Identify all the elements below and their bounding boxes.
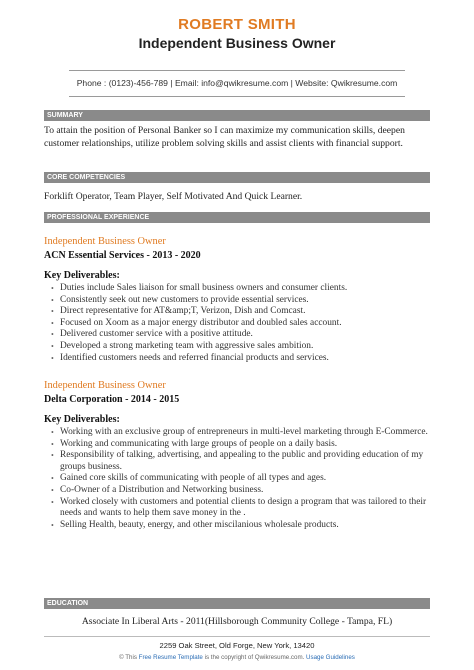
list-item: • Consistently seek out new customers to provide essential services.: [60, 295, 440, 307]
list-item: • Direct representative for AT&amp;T, Verizon, Dish and Comcast.: [60, 306, 440, 318]
job-company-2: Delta Corporation - 2014 - 2015: [44, 394, 180, 405]
job-title-1: Independent Business Owner: [44, 236, 166, 247]
copyright-icon: ©: [119, 654, 124, 661]
list-item: • Identified customers needs and referred financial products and services.: [60, 353, 440, 365]
resume-name: ROBERT SMITH: [178, 16, 296, 33]
list-item: • Developed a strong marketing team with aggressive sales ambition.: [60, 341, 440, 353]
job-1-deliverables: [44, 283, 440, 364]
list-item: • Delivered customer service with a positive attitude.: [60, 329, 440, 341]
list-item: • Gained core skills of communicating with people of all types and ages.: [60, 473, 440, 485]
free-resume-template-link[interactable]: Free Resume Template: [138, 654, 203, 661]
section-heading-summary: SUMMARY: [44, 110, 430, 121]
education-text: Associate In Liberal Arts - 2011(Hillsborough Community College - Tampa, FL): [81, 616, 393, 627]
job-2-deliverables: [44, 427, 440, 531]
footer-address: 2259 Oak Street, Old Forge, New York, 13420: [159, 641, 315, 650]
key-deliverables-label: Key Deliverables:: [44, 414, 120, 425]
job-company-1: ACN Essential Services - 2013 - 2020: [44, 250, 201, 261]
list-item: • Duties include Sales liaison for small business owners and consumer clients.: [60, 283, 440, 295]
list-item: • Selling Health, beauty, energy, and other miscilanious wholesale products.: [60, 520, 440, 532]
summary-text: To attain the position of Personal Banker so I can maximize my communication skills, deepen customer relationships, utilize problem solving skills and assist clients with financial support.: [44, 125, 405, 149]
list-item: • Co-Owner of a Distribution and Networking business.: [60, 485, 440, 497]
contact-line: Phone : (0123)-456-789 | Email: info@qwikresume.com | Website: Qwikresume.com: [76, 78, 398, 88]
key-deliverables-label: Key Deliverables:: [44, 270, 120, 281]
job-title-2: Independent Business Owner: [44, 380, 166, 391]
usage-guidelines-link[interactable]: Usage Guidelines: [306, 654, 355, 661]
footer-divider: [44, 636, 430, 637]
divider: [69, 70, 405, 71]
list-item: • Worked closely with customers and potential clients to design a program that was tailored to their needs and wants to help them save money in the .: [60, 497, 440, 520]
section-heading-competencies: CORE COMPETENCIES: [44, 172, 430, 183]
competencies-text: Forklift Operator, Team Player, Self Motivated And Quick Learner.: [44, 191, 303, 202]
resume-job-title: Independent Business Owner: [138, 35, 336, 51]
footer-copyright: © This Free Resume Template is the copyright of Qwikresume.com. Usage Guidelines: [119, 654, 355, 661]
list-item: • Responsibility of talking, advertising, and appealing to the public and providing education of my groups business.: [60, 450, 440, 473]
list-item: • Working and communicating with large groups of people on a daily basis.: [60, 439, 440, 451]
section-heading-education: EDUCATION: [44, 598, 430, 609]
divider: [69, 96, 405, 97]
list-item: • Focused on Xoom as a major energy distributor and doubled sales account.: [60, 318, 440, 330]
list-item: • Working with an exclusive group of entrepreneurs in multi-level marketing through E-Commerce.: [60, 427, 440, 439]
section-heading-experience: PROFESSIONAL EXPERIENCE: [44, 212, 430, 223]
